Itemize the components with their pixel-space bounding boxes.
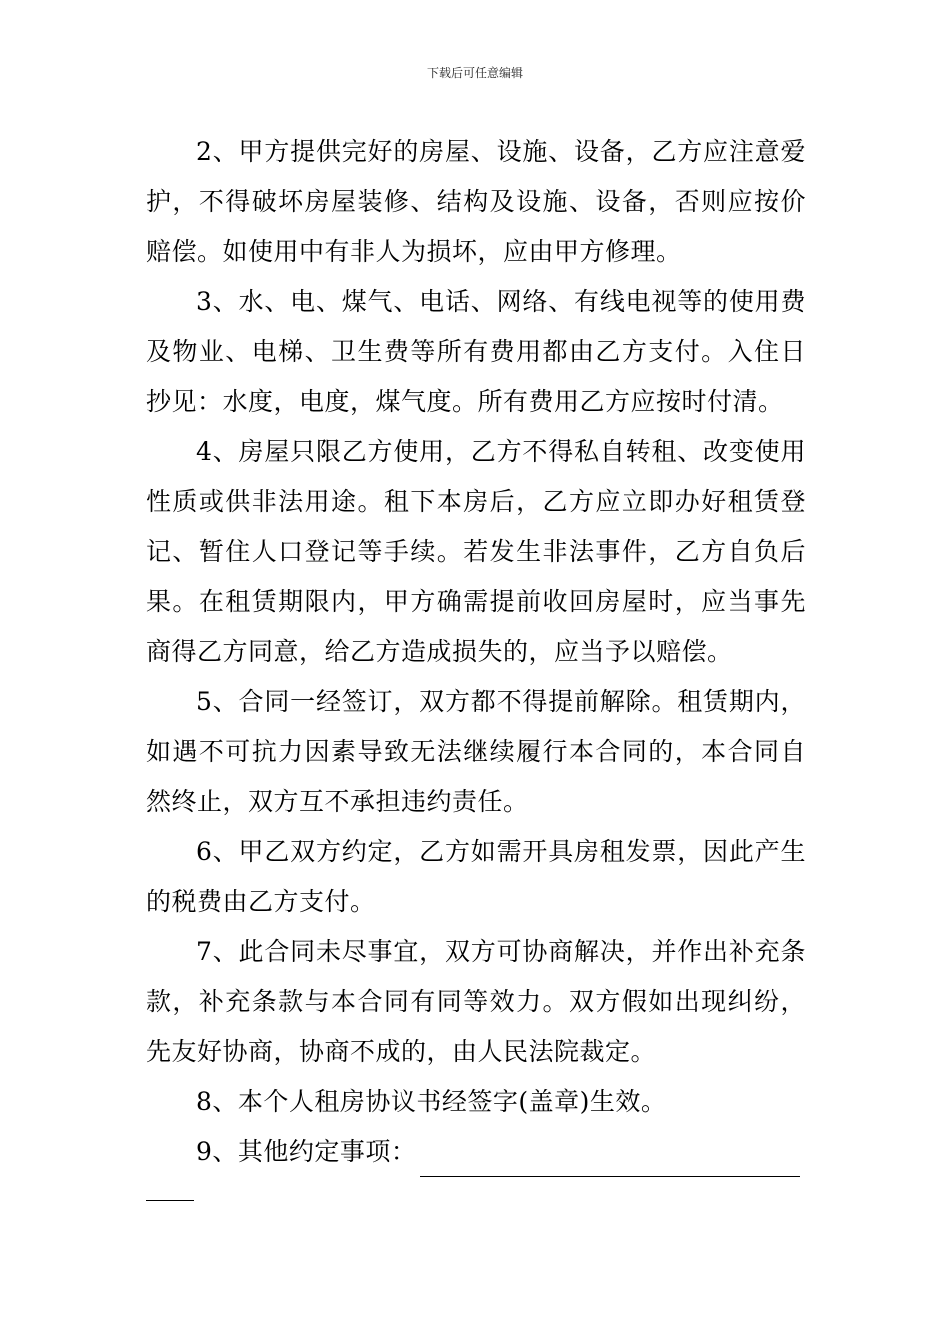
clause-7: 7、此合同未尽事宜，双方可协商解决，并作出补充条款，补充条款与本合同有同等效力。双方假如出现纠纷，先友好协商，协商不成的，由人民法院裁定。 [146,937,806,1066]
clause-3: 3、水、电、煤气、电话、网络、有线电视等的使用费及物业、电梯、卫生费等所有费用都由乙方支付。入住日抄见：水度，电度，煤气度。所有费用乙方应按时付清。 [146,287,806,416]
page-header-note: 下载后可任意编辑 [426,66,523,80]
other-terms-blank-line [420,1146,800,1177]
other-terms-label: 9、其他约定事项： [196,1137,417,1166]
clause-4: 4、房屋只限乙方使用，乙方不得私自转租、改变使用性质或供非法用途。租下本房后，乙方应立即办好租赁登记、暂住人口登记等手续。若发生非法事件，乙方自负后果。在租赁期限内，甲方确需提前收回房屋时，应当事先商得乙方同意，给乙方造成损失的，应当予以赔偿。 [146,437,806,666]
contract-body [146,127,806,1177]
clause-8: 8、本个人租房协议书经签字(盖章)生效。 [196,1087,667,1116]
clause-2: 2、甲方提供完好的房屋、设施、设备，乙方应注意爱护，不得破坏房屋装修、结构及设施、设备，否则应按价赔偿。如使用中有非人为损坏，应由甲方修理。 [146,137,806,266]
clause-6: 6、甲乙双方约定，乙方如需开具房租发票，因此产生的税费由乙方支付。 [146,837,806,916]
clause-9 [146,1127,806,1177]
other-terms-blank-continuation [146,1200,194,1201]
clause-5: 5、合同一经签订，双方都不得提前解除。租赁期内，如遇不可抗力因素导致无法继续履行本合同的，本合同自然终止，双方互不承担违约责任。 [146,687,806,816]
